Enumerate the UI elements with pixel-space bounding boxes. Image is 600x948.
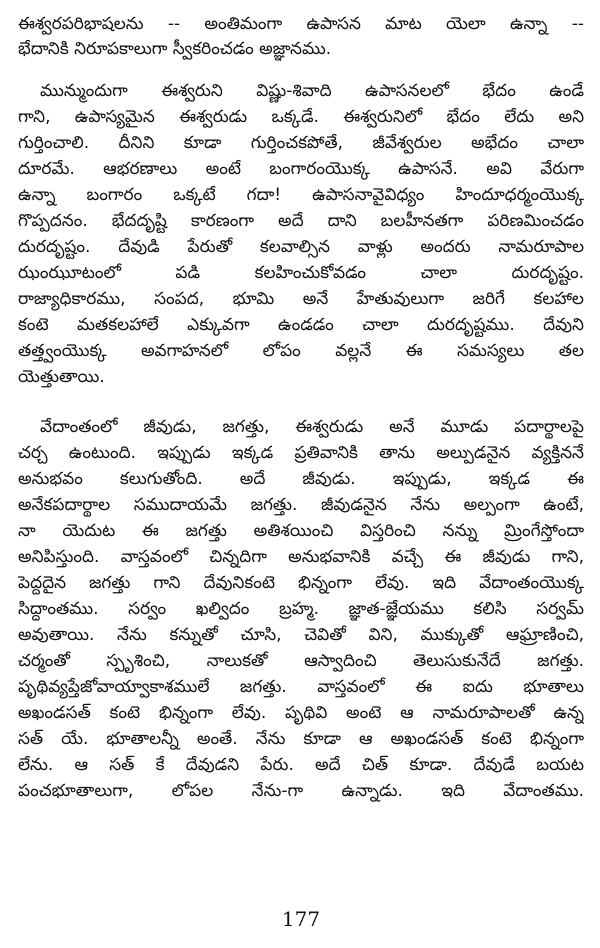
text-line: పంచభూతాలుగా, లోపల నేను-గా ఉన్నాడు. ఇది వేదాంతము.: [18, 781, 584, 801]
text-line: దురదృష్టం. దేవుడి పేరుతో కలవాల్సిన వాళ్లు అందరు నామరూపాల: [18, 237, 584, 257]
text-line: గొప్పదనం. భేదదృష్టి కారణంగా అదే దాని బలహీనతగా పరిణమించడం: [18, 211, 584, 231]
text-line: అనేకపదార్థాల సముదాయమే జగత్తు. జీవుడనైన నేను అల్పంగా ఉంటే,: [18, 495, 584, 515]
text-line: పెద్దదైన జగత్తు గాని దేవునికంటె భిన్నంగా లేవు. ఇది వేదాంతంయొక్క: [18, 573, 584, 593]
text-line: సత్ యే. భూతాలన్నీ అంతే. నేను కూడా ఆ అఖండసత్ కంటె భిన్నంగా: [18, 729, 584, 749]
text-line: చర్చ ఉంటుంది. ఇప్పుడు ఇక్కడ ప్రతివానికి తాను అల్పుడనైన వ్యక్తిననే: [18, 443, 584, 463]
text-line: రాజ్యాధికారము, సంపద, భూమి అనే హేతువులుగా జరిగే కలహాల: [18, 289, 584, 309]
text-line: ఉన్నా బంగారం ఒక్కటే గదా! ఉపాసనావైవిధ్యం హిందూధర్మంయొక్క: [18, 185, 584, 205]
text-line: మున్ముందుగా ఈశ్వరుని విష్ణు-శివాది ఉపాసనలలో భేదం ఉండే: [40, 81, 584, 101]
book-page: [18, 6, 584, 942]
text-line: చర్మంతో స్పృశించి, నాలుకతో ఆస్వాదించి తెలుసుకునేదే జగత్తు.: [18, 651, 584, 671]
page-number: 177: [281, 907, 321, 931]
text-line: లేను. ఆ సత్ కే దేవుడని పేరు. అదే చిత్ కూడా. దేవుడే బయట: [18, 755, 584, 775]
text-line: ఈశ్వరపరిభాషలను -- అంతిమంగా ఉపాసన మాట యెలా ఉన్నా --: [18, 14, 584, 34]
text-line: అనిపిస్తుంది. వాస్తవంలో చిన్నదిగా అనుభవానికి వచ్చే ఈ జీవుడు గాని,: [18, 547, 584, 567]
text-line: అనుభవం కలుగుతోంది. అదే జీవుడు. ఇప్పుడు, ఇక్కడ ఈ: [18, 469, 584, 489]
text-line: గుర్తించాలి. దీనిని కూడా గుర్తించకపోతే, జీవేశ్వరుల అభేదం చాలా: [18, 133, 584, 153]
text-line: యెత్తుతాయి.: [18, 367, 105, 387]
text-line: భేదానికి నిరూపకాలుగా స్వీకరించడం అజ్ఞానము.: [18, 39, 332, 59]
text-line: అవుతాయి. నేను కన్నుతో చూసి, చెవితో విని, ముక్కుతో ఆఘ్రాణించి,: [18, 625, 584, 645]
text-line: సిద్ధాంతము. సర్వం ఖల్విదం బ్రహ్మ. జ్ఞాత-జ్ఞేయము కలిసి సర్వమ్: [18, 599, 584, 619]
text-line: పృథివ్యప్తేజోవాయ్వాకాశములే జగత్తు. వాస్తవంలో ఈ ఐదు భూతాలు: [18, 677, 584, 697]
text-line: అఖండసత్ కంటె భిన్నంగా లేవు. పృథివి అంటె ఆ నామరూపాలతో ఉన్న: [18, 703, 584, 723]
text-line: వేదాంతంలో జీవుడు, జగత్తు, ఈశ్వరుడు అనే మూడు పదార్థాలపై: [40, 417, 584, 437]
text-line: గాని, ఉపాస్యమైన ఈశ్వరుడు ఒక్కడే. ఈశ్వరునిలో భేదం లేదు అని: [18, 107, 584, 127]
text-line: ఝంఝూటంలో పడి కలహించుకోవడం చాలా దురదృష్టం.: [18, 263, 584, 283]
text-line: తత్త్వంయొక్క అవగాహనలో లోపం వల్లనే ఈ సమస్యలు తల: [18, 341, 584, 361]
text-line: నా యెదుట ఈ జగత్తు అతిశయించి విస్తరించి నన్ను మ్రింగేస్తోందా: [18, 521, 584, 541]
text-line: కంటె మతకలహాలే ఎక్కువగా ఉండడం చాలా దురదృష్టము. దేవుని: [18, 315, 584, 335]
text-line: దూరమే. ఆభరణాలు అంటే బంగారంయొక్క ఉపాసనే. అవి వేరుగా: [18, 159, 584, 179]
